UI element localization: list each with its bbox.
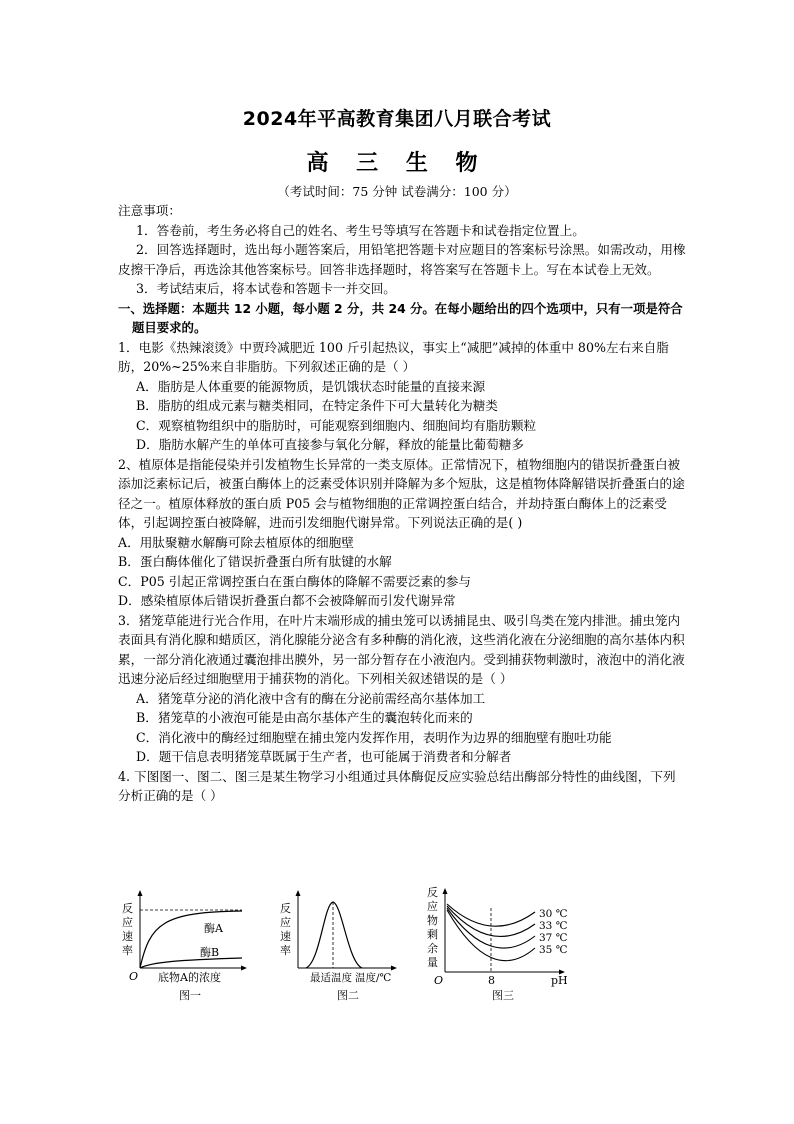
- fig3-origin: O: [434, 974, 444, 987]
- question-option: D．题干信息表明猪笼草既属于生产者，也可能属于消费者和分解者: [136, 749, 512, 764]
- section-heading: 一、选择题：本题共 12 小题，每小题 2 分，共 24 分。在每小题给出的四个选项中，只有一项是符合题目要求的。: [118, 300, 683, 335]
- subject-title: 高 三 生 物: [306, 151, 488, 176]
- fig1-y-arrow: [138, 890, 143, 896]
- fig1-curve-enzyme-b: [140, 958, 242, 968]
- fig1-label-a: 酶A: [204, 922, 223, 935]
- fig2-x-mark: 最适温度: [310, 972, 352, 984]
- fig2-ylabel-char: 反: [280, 902, 291, 915]
- fig3-ylabel-char: 物: [427, 914, 438, 927]
- fig3-xlabel: pH: [551, 974, 568, 987]
- fig3-series-label: 33 ℃: [539, 920, 568, 932]
- fig1-label-b: 酶B: [200, 946, 220, 959]
- exam-content: [118, 201, 688, 806]
- fig1-curve-enzyme-a: [140, 911, 242, 968]
- question-option: C．观察植物组织中的脂肪时，可能观察到细胞内、细胞间均有脂肪颗粒: [136, 417, 537, 433]
- fig3-ylabel-char: 反: [427, 886, 438, 899]
- question-option: A．脂肪是人体重要的能源物质，是饥饿状态时能量的直接来源: [136, 378, 486, 394]
- fig1-ylabel-char: 应: [122, 916, 133, 929]
- question-stem: 3．猪笼草能进行光合作用，在叶片末端形成的捕虫笼可以诱捕昆虫、吸引鸟类在笼内排泄。捕虫笼内表面具有消化腺和蜡质区，消化腺能分泌含有多种酶的消化液，这些消化液在分泌细胞的高尔基体内积累，一部分消化液通过囊泡排出膜外，另一部分暂存在小液泡内。受到捕获物刺激时，液泡中的消化液迅速分泌后经过细胞壁用于捕获物的消化。下列相关叙述错误的是（ ）: [118, 612, 685, 686]
- fig3-x-tick: 8: [488, 974, 495, 987]
- notice-item: 3．考试结束后，将本试卷和答题卡一并交回。: [136, 281, 396, 296]
- figure-2: [278, 886, 408, 1011]
- fig1-ylabel-char: 速: [122, 930, 133, 943]
- question-option: A．猪笼草分泌的消化液中含有的酶在分泌前需经高尔基体加工: [136, 690, 486, 706]
- notice-label: 注意事项：: [118, 203, 181, 218]
- fig1-xlabel: 底物A的浓度: [158, 971, 221, 984]
- fig3-ylabel-char: 余: [427, 942, 438, 955]
- fig3-ylabel-char: 剩: [427, 928, 438, 941]
- figure-1: [118, 886, 258, 1011]
- fig1-ylabel-char: 率: [122, 944, 133, 957]
- fig2-xlabel: 温度/℃: [355, 972, 392, 984]
- question-option: C．P05 引起正常调控蛋白在蛋白酶体的降解不需要泛素的参与: [118, 573, 471, 589]
- question-option: B．脂肪的组成元素与糖类相同，在特定条件下可大量转化为糖类: [136, 398, 498, 413]
- notice-item: 2．回答选择题时，选出每小题答案后，用铅笔把答题卡对应题目的答案标号涂黑。如需改动，用橡皮擦干净后，再选涂其他答案标号。回答非选择题时，将答案写在答题卡上。写在本试卷上无效。: [118, 242, 686, 277]
- fig1-ylabel-char: 反: [122, 902, 133, 915]
- exam-title: 2024年平高教育集团八月联合考试: [242, 108, 552, 130]
- fig3-series-label: 35 ℃: [539, 944, 568, 956]
- question-option: D．脂肪水解产生的单体可直接参与氧化分解，释放的能量比葡萄糖多: [136, 437, 524, 452]
- fig3-ylabel-char: 量: [427, 956, 438, 969]
- question-option: C．消化液中的酶经过细胞壁在捕虫笼内发挥作用，表明作为边界的细胞壁有胞吐功能: [136, 729, 612, 745]
- question-stem: 2、植原体是指能侵染并引发植物生长异常的一类支原体。正常情况下，植物细胞内的错误折叠蛋白被添加泛素标记后，被蛋白酶体上的泛素受体识别并降解为多个短肽，这是植物体降解错误折叠蛋白的途径之一。植原体释放的蛋白质 P05 会与植物细胞的正常调控蛋白结合，并劫持蛋白酶体上的泛素受体，引起调控蛋白被降解，进而引发细胞代谢异常。下列说法正确的是( ): [118, 456, 685, 530]
- fig2-ylabel-char: 率: [280, 944, 291, 957]
- fig2-bell-curve: [306, 902, 362, 968]
- fig2-ylabel-char: 应: [280, 916, 291, 929]
- fig1-x-arrow: [241, 966, 247, 971]
- question-stem: 1．电影《热辣滚烫》中贾玲减肥近 100 斤引起热议，事实上“减肥”减掉的体重中 80%左右来自脂肪，20%~25%来自非脂肪。下列叙述正确的是（ ）: [118, 339, 669, 374]
- fig3-series-label: 37 ℃: [539, 932, 568, 944]
- fig3-y-arrow: [443, 888, 448, 894]
- figure-3: [423, 886, 598, 1011]
- exam-info: （考试时间：75 分钟 试卷满分：100 分）: [277, 184, 517, 199]
- fig2-y-arrow: [296, 890, 301, 896]
- fig2-x-arrow: [391, 966, 397, 971]
- fig3-ylabel-char: 应: [427, 900, 438, 913]
- fig2-caption: 图二: [337, 989, 359, 1002]
- fig3-caption: 图三: [492, 989, 514, 1002]
- question-stem: 4. 下图图一、图二、图三是某生物学习小组通过具体酶促反应实验总结出酶部分特性的曲线图，下列分析正确的是（ ）: [118, 768, 676, 803]
- fig3-series-label: 30 ℃: [539, 908, 568, 920]
- question-option: D．感染植原体后错误折叠蛋白都不会被降解而引发代谢异常: [118, 593, 456, 608]
- notice-item: 1．答卷前，考生务必将自己的姓名、考生号等填写在答题卡和试卷指定位置上。: [136, 222, 585, 238]
- question-option: A．用肽聚糖水解酶可除去植原体的细胞壁: [118, 534, 354, 550]
- fig1-caption: 图一: [179, 989, 201, 1002]
- figures-row: [118, 886, 598, 1011]
- question-option: B．蛋白酶体催化了错误折叠蛋白所有肽键的水解: [118, 554, 392, 569]
- fig2-ylabel-char: 速: [280, 930, 291, 943]
- fig1-origin: O: [129, 970, 139, 983]
- question-option: B．猪笼草的小液泡可能是由高尔基体产生的囊泡转化而来的: [136, 710, 473, 725]
